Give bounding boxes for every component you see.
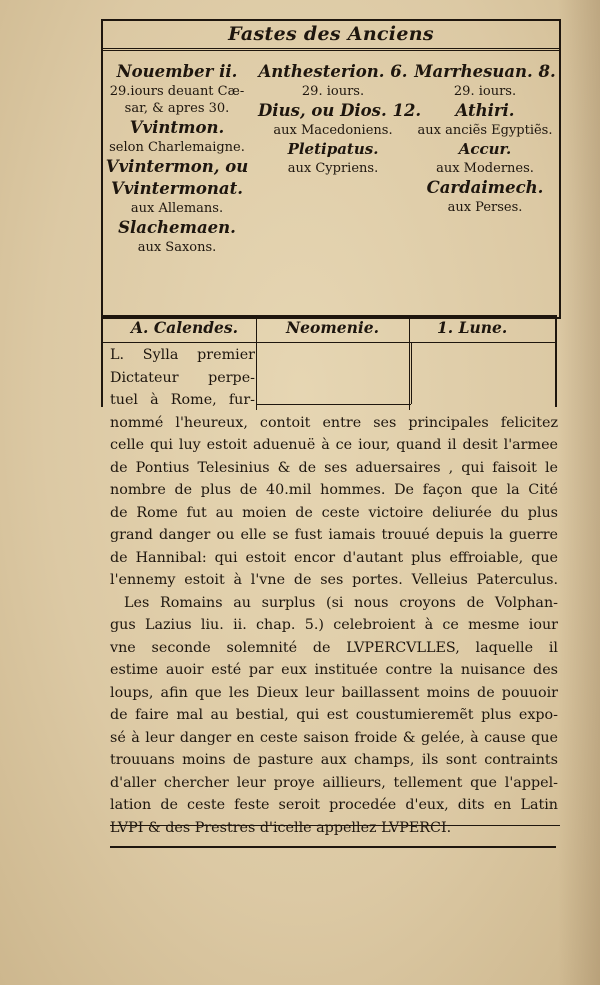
month-name: Marrhesuan. 8.	[414, 62, 556, 81]
body-text	[110, 344, 558, 839]
month-name: Vvintermonat.	[111, 179, 243, 198]
month-note: sar, & apres 30.	[124, 101, 230, 116]
page-gutter-shadow	[558, 0, 600, 985]
month-note: 29. iours.	[301, 84, 365, 99]
month-name: Nouember ii.	[116, 62, 238, 81]
text-line: grand danger ou elle se fust iamais trouué depuis la guerre	[110, 527, 558, 543]
lune-heading: 1. Lune.	[437, 318, 508, 337]
text-line: de Rome fut au moien de ceste victoire deliurée du plus	[110, 504, 558, 521]
column-greek-months	[258, 61, 422, 177]
month-note: aux Cypriens.	[287, 161, 379, 176]
month-name: Pletipatus.	[287, 140, 379, 158]
text-line: LVPI & des Prestres d'icelle appellez LVPERCI.	[110, 819, 452, 836]
month-name: Slachemaen.	[118, 218, 236, 237]
month-name: Vvintermon, ou	[105, 157, 249, 176]
text-line: gus Lazius liu. ii. chap. 5.) celebroient à ce mesme iour	[110, 617, 558, 633]
text-line: de Pontius Telesinius & de ses aduersaires , qui faisoit le	[110, 459, 558, 476]
text-line: loups, afin que les Dieux leur baillassent moins de pouuoir	[110, 684, 558, 701]
fasti-table	[101, 19, 561, 319]
calendar-top-rule	[101, 315, 557, 317]
text-line: sé à leur danger en ceste saison froide & gelée, à cause que	[110, 729, 558, 746]
page-title: Fastes des Anciens	[228, 23, 434, 45]
text-line: d'aller chercher leur proye aillieurs, tellement que l'appel-	[110, 774, 558, 791]
month-name: Vvintmon.	[129, 118, 225, 137]
header-rule-inner	[103, 50, 559, 51]
month-note: aux Modernes.	[436, 161, 534, 176]
text-line: l'ennemy estoit à l'vne de ses portes. Velleius Paterculus.	[110, 572, 558, 588]
neomenie-heading: Neomenie.	[286, 318, 380, 337]
text-line: de Hannibal: qui estoit encor d'autant plus effroiable, que	[110, 549, 558, 566]
month-note: aux Saxons.	[137, 240, 217, 255]
text-line: trouuans moins de pasture aux champs, ils sont contraints	[110, 752, 558, 768]
month-note: 29. iours.	[453, 84, 517, 99]
text-line: Dictateur perpe-	[110, 369, 255, 386]
text-line: de faire mal au bestial, qui est coustumieremẽt plus expo-	[110, 707, 558, 723]
bottom-rule	[110, 825, 560, 826]
calendar-header-rule	[101, 342, 557, 343]
text-line: celle qui luy estoit aduenuë à ce iour, quand il desit l'armee	[110, 437, 558, 453]
bottom-rule-heavy	[110, 846, 556, 848]
month-note: selon Charlemaigne.	[109, 140, 245, 155]
text-line: vne seconde solemnité de LVPERCVLLES, laquelle il	[110, 639, 558, 656]
month-name: Anthesterion. 6.	[258, 62, 408, 81]
month-note: aux Macedoniens.	[273, 123, 393, 138]
calendes-heading: A. Calendes.	[131, 318, 239, 337]
text-line: lation de ceste feste seroit procedée d'eux, dits en Latin	[110, 797, 558, 813]
text-line: nommé l'heureux, contoit entre ses principales felicitez	[110, 414, 558, 431]
text-line: tuel à Rome, fur-	[110, 392, 255, 408]
month-note: 29.iours deuant Cæ-	[109, 84, 245, 99]
header-rule	[103, 48, 559, 49]
column-hebrew-months	[411, 61, 559, 216]
text-line: nombre de plus de 40.mil hommes. De façon que la Cité	[110, 482, 558, 498]
month-name: Athiri.	[455, 101, 515, 120]
text-line: estime auoir esté par eux instituée contre la nuisance des	[110, 662, 558, 678]
month-name: Cardaimech.	[426, 178, 544, 197]
calendar-left-border	[101, 315, 103, 407]
month-note: aux Perses.	[447, 200, 523, 215]
month-name: Dius, ou Dios. 12.	[258, 101, 422, 120]
month-note: aux anciẽs Egyptiẽs.	[417, 123, 553, 138]
column-roman-months	[103, 61, 251, 256]
text-line: Les Romains au surplus (si nous croyons de Volphan-	[124, 594, 558, 611]
month-note: aux Allemans.	[130, 201, 224, 216]
month-name: Accur.	[458, 140, 512, 158]
text-line: L. Sylla premier	[110, 347, 255, 363]
